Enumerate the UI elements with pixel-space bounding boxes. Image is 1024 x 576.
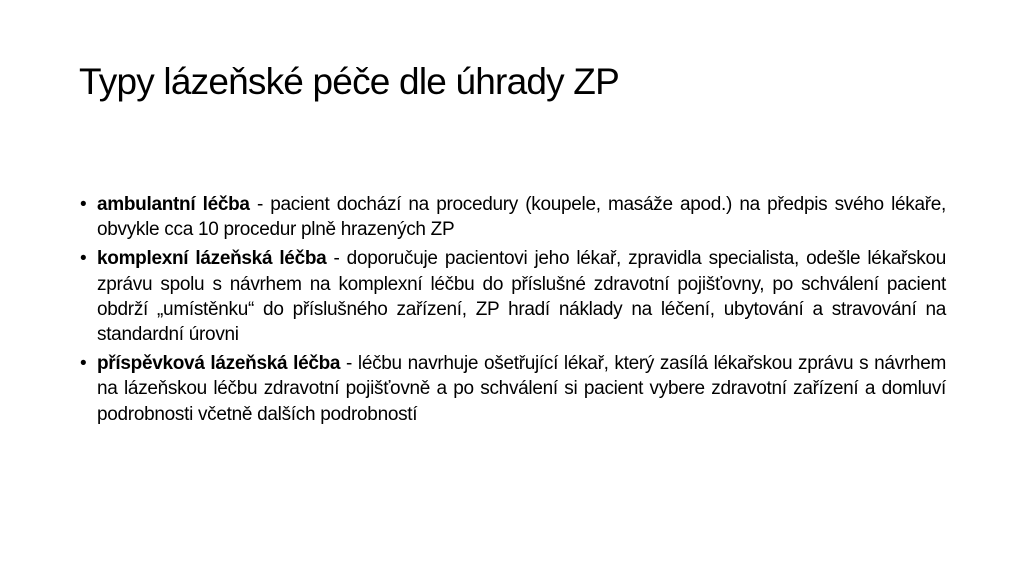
bullet-list: [80, 192, 946, 431]
slide-title: Typy lázeňské péče dle úhrady ZP: [79, 61, 619, 102]
item-text: - léčbu navrhuje ošetřující lékař, který zasílá lékařskou zprávu s návrhem na lázeňskou léčbu zdravotní pojišťovně a po schválení si pacient vybere zdravotní zařízení a domluví podrobnosti včetně dalších podrobností: [97, 353, 946, 425]
bullet-icon: •: [80, 353, 87, 375]
item-term: komplexní lázeňská léčba: [97, 248, 327, 270]
item-text: - doporučuje pacientovi jeho lékař, zpravidla specialista, odešle lékařskou zprávu spolu s návrhem na komplexní léčbu do příslušné zdravotní pojišťovny, po schválení pacient obdrží „umístěnku“ do příslušného zařízení, ZP hradí náklady na léčení, ubytování a stravování na standardní úrovni: [97, 248, 946, 346]
list-item: [80, 192, 946, 242]
item-text: - pacient dochází na procedury (koupele, masáže apod.) na předpis svého lékaře, obvykle cca 10 procedur plně hrazených ZP: [97, 194, 947, 241]
item-term: ambulantní léčba: [97, 194, 250, 215]
item-term: příspěvková lázeňská léčba: [97, 353, 341, 375]
bullet-icon: •: [80, 194, 87, 215]
list-item: [80, 351, 946, 427]
list-item: [80, 246, 946, 347]
bullet-icon: •: [80, 248, 87, 270]
